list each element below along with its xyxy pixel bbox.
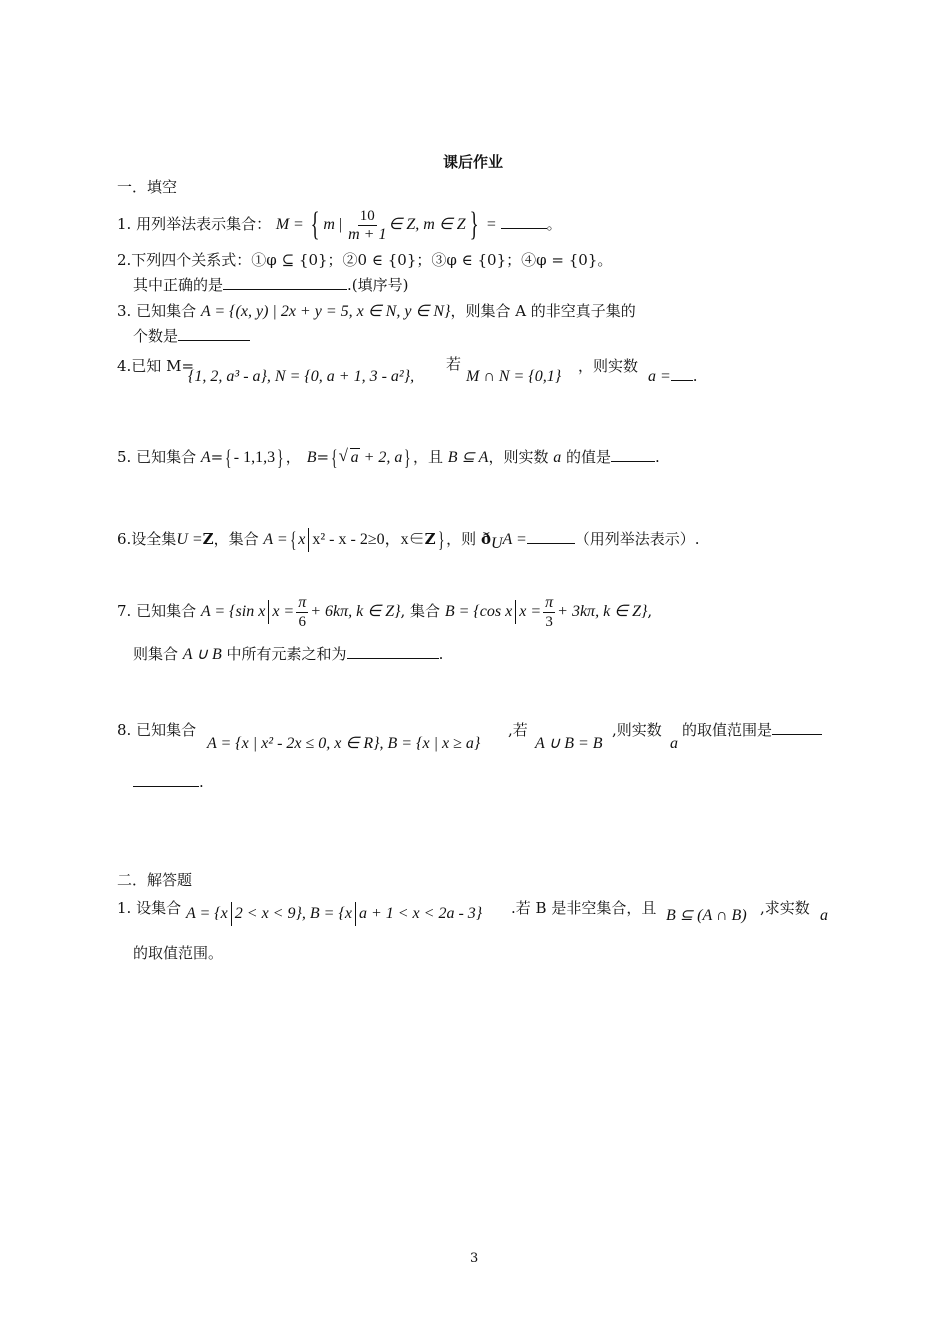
question-8-cond: A ∪ B = B xyxy=(535,735,603,752)
question-6: 6.设全集U =Z，集合 A ={ x x² - x - 2≥0，x∈Z} ，则 $ð_UA$ = （用列举法表示）. xyxy=(117,527,700,552)
answer-blank-6[interactable] xyxy=(527,529,575,544)
answer-blank-2[interactable] xyxy=(223,275,347,290)
question-3-line2: 个数是 xyxy=(133,326,250,346)
answer-blank-1[interactable] xyxy=(501,214,547,229)
page-title: 课后作业 xyxy=(443,153,504,171)
frac-pi-3: $\frac{\pi}{3}$ xyxy=(545,593,554,630)
question-4-cond: M ∩ N = {0,1} xyxy=(466,368,562,385)
q1-var: m xyxy=(323,216,335,233)
question-8-suffix: 的取值范围是 xyxy=(682,720,822,740)
answer-blank-8a[interactable] xyxy=(772,720,822,735)
question-7: 7. 已知集合 A = {sin x x = $\frac{\pi}{6}$ + 6kπ, k ∈ Z}, 集合 B = {cos x x = $\frac{\pi}{3}$ + 3kπ, k ∈ Z}, xyxy=(117,593,653,630)
question-4-mid: ，则实数 xyxy=(578,357,639,375)
problem-1-suffix: ,求实数 xyxy=(760,899,810,917)
problem-1-sets: A = {x 2 < x < 9}, B = {x a + 1 < x < 2a - 3} xyxy=(186,896,482,931)
problem-1-mid: .若 B 是非空集合，且 xyxy=(511,899,657,917)
question-8-line2: . xyxy=(133,772,204,792)
question-4-end: a = . xyxy=(648,367,698,385)
question-4-ruo: 若 xyxy=(446,355,462,373)
question-8-mid: ,则实数 xyxy=(612,721,662,739)
question-3: 3. 已知集合 A = {(x, y) | 2x + y = 5, x ∈ N, y ∈ N}，则集合 A 的非空真子集的 xyxy=(117,302,636,320)
question-1: 1. 用列举法表示集合： M = { m | $\frac{10}{m + 1}$ ∈ Z, m ∈ Z } = 。 xyxy=(117,206,562,243)
q5-setA: - 1,1,3 xyxy=(233,449,276,466)
q1-fraction: $\frac{10}{m + 1}$ xyxy=(348,207,387,243)
problem-1-prefix: 1. 设集合 xyxy=(117,899,182,917)
question-4-expr: {1, 2, a³ - a}, N = {0, a + 1, 3 - a²}, xyxy=(188,368,415,385)
frac-pi-6: $\frac{\pi}{6}$ xyxy=(298,593,307,630)
answer-blank-4[interactable] xyxy=(671,366,693,381)
question-8-expr: A = {x | x² - 2x ≤ 0, x ∈ R}, B = {x | x ≥ a} xyxy=(207,735,481,752)
question-8: 8. 已知集合 xyxy=(117,721,197,739)
right-brace: } xyxy=(469,206,479,243)
question-2-line2: 其中正确的是 .(填序号) xyxy=(133,276,409,294)
question-8-ruo: ,若 xyxy=(508,721,528,739)
q1-cond: ∈ Z, m ∈ Z xyxy=(388,216,466,233)
question-8-a: a xyxy=(670,735,678,752)
answer-blank-7[interactable] xyxy=(347,644,439,659)
question-4: 4.已知 M= xyxy=(117,357,195,375)
q1-set-name: M xyxy=(275,216,290,233)
answer-blank-5[interactable] xyxy=(611,447,655,462)
question-5: 5. 已知集合 A={ - 1,1,3} ， B={√ a + 2, a} ，且 B ⊆ A，则实数 a 的值是 . xyxy=(117,441,660,474)
q1-text: 1. 用列举法表示集合： xyxy=(117,215,272,233)
answer-blank-3[interactable] xyxy=(178,326,250,341)
section-heading-answer: 二．解答题 xyxy=(117,871,193,889)
question-2: 2.下列四个关系式：①φ ⊆ {0}；②0 ∈ {0}；③φ ∈ {0}；④φ = {0}。 xyxy=(117,251,613,269)
answer-blank-8b[interactable] xyxy=(133,772,199,787)
q3-expr: A = {(x, y) | 2x + y = 5, x ∈ N, y ∈ N} xyxy=(200,303,451,320)
page-number: 3 xyxy=(470,1251,479,1266)
problem-1-cond: B ⊆ (A ∩ B) xyxy=(666,907,747,924)
section-heading-fill: 一．填空 xyxy=(117,178,178,196)
q6-cond: x² - x - 2≥0，x∈ xyxy=(312,531,425,548)
problem-1-a: a xyxy=(820,907,828,924)
complement-symbol: ð xyxy=(480,530,491,548)
problem-1-line2: 的取值范围。 xyxy=(133,944,224,962)
sqrt-symbol: √ a xyxy=(340,442,360,474)
question-7-line2: 则集合 A ∪ B 中所有元素之和为 . xyxy=(133,645,444,663)
left-brace: { xyxy=(310,206,320,243)
